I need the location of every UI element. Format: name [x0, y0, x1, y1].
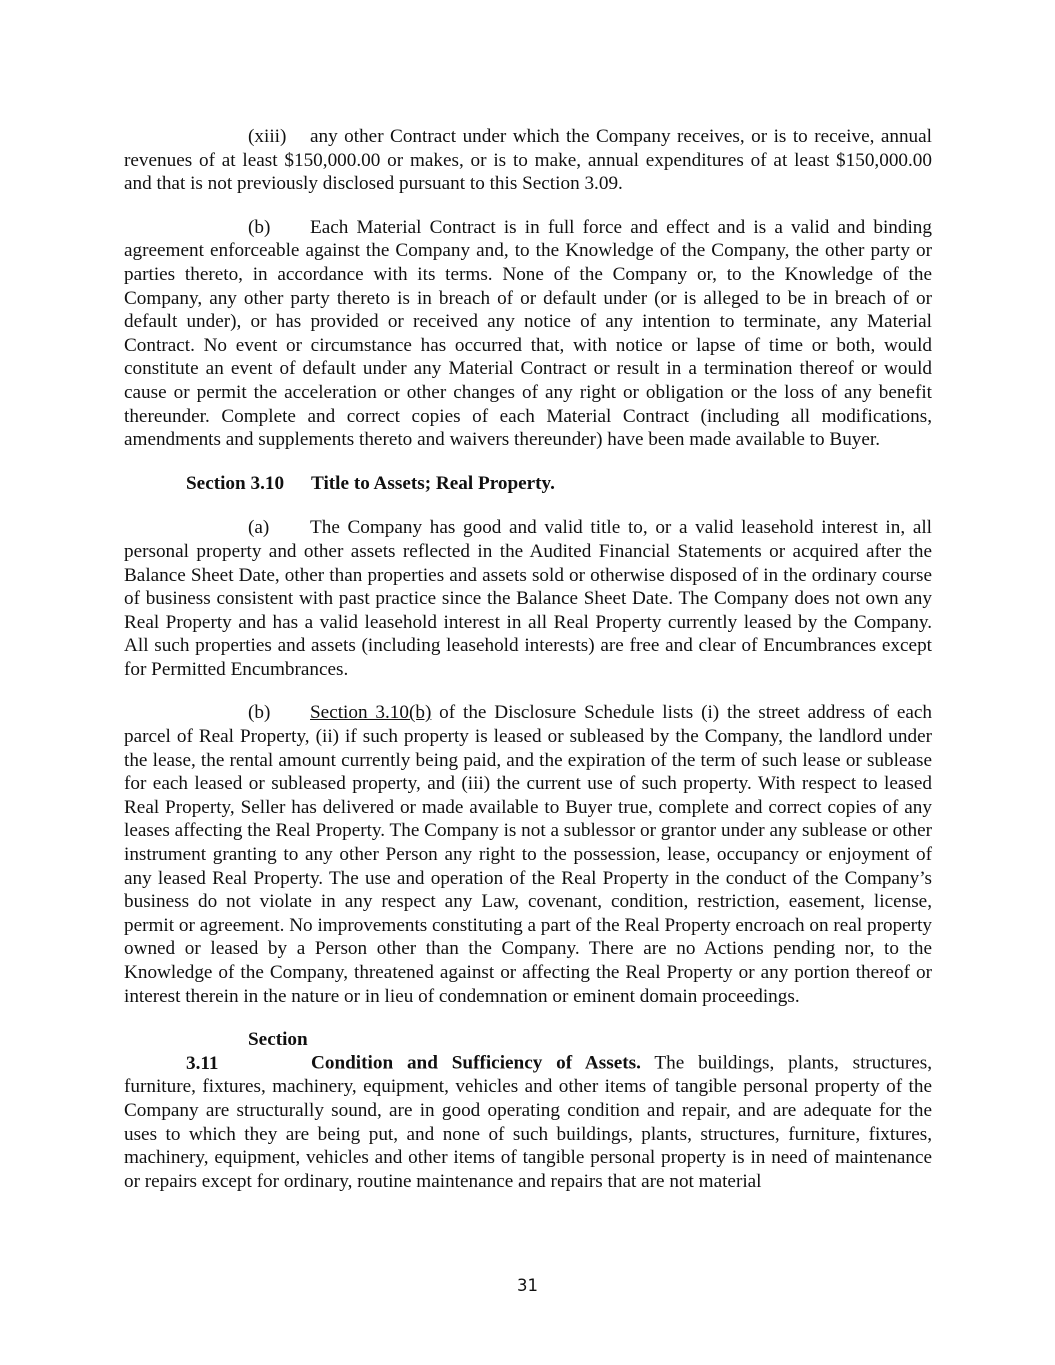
paragraph-b-real-property: [124, 701, 932, 1008]
paragraph-xiii: [124, 125, 932, 196]
clause-label-b-real-property: (b): [248, 702, 271, 724]
clause-label-a: (a): [248, 517, 270, 539]
section-3-10-title: Title to Assets; Real Property.: [311, 472, 555, 494]
paragraph-b-material-contracts: [124, 216, 932, 452]
paragraph-a-title-to-assets-text: The Company has good and valid title to, or a valid leasehold interest in, all personal property and other assets reflected in the Audited Financial Statements or acquired after the Balance Sheet Date, other than properties and assets sold or otherwise disposed of in the ordinary course of business consistent with past practice since the Balance Sheet Date. The Company does not own any Real Property and has a valid leasehold interest in all Real Property currently leased by the Company. All such properties and assets (including leasehold interests) are free and clear of Encumbrances except for Permitted Encumbrances.: [124, 517, 932, 680]
clause-label-b: (b): [248, 216, 271, 238]
section-3-11-title: Condition and Sufficiency of Assets.: [311, 1052, 641, 1074]
document-body: [124, 125, 932, 1213]
paragraph-xiii-text: any other Contract under which the Company receives, or is to receive, annual revenues of at least $150,000.00 or makes, or is to make, annual expenditures of at least $150,000.00 and that is not previously disclosed pursuant to this Section 3.09.: [124, 126, 932, 195]
section-3-11-text: The buildings, plants, structures, furniture, fixtures, machinery, equipment, vehicles and other items of tangible personal property of the Company are structurally sound, are in good operating condition and repair, and are adequate for the uses to which they are being put, and none of such buildings, plants, structures, furniture, fixtures, machinery, equipment, vehicles and other items of tangible personal property is in need of maintenance or repairs except for ordinary, routine maintenance and repairs that are not material: [124, 1052, 933, 1192]
clause-label-xiii: (xiii): [248, 126, 287, 147]
section-3-10b-reference: Section 3.10(b): [310, 702, 432, 724]
section-3-10-number: Section 3.10: [186, 472, 285, 494]
paragraph-b-material-contracts-text: Each Material Contract is in full force and effect and is a valid and binding agreement enforceable against the Company and, to the Knowledge of the Company, the other party or parties thereto, in accordance with its terms. None of the Company or, to the Knowledge of the Company, any other party thereto is in breach of or default under (or is alleged to be in breach of or default under), or has provided or received any notice of any intention to terminate, any Material Contract. No event or circumstance has occurred that, with notice or lapse of time or both, would constitute an event of default under any Material Contract or result in a termination thereof or would cause or permit the acceleration or other changes of any right or obligation or the loss of any benefit thereunder. Complete and correct copies of each Material Contract (including all modifications, amendments and supplements thereto and waivers thereunder) have been made available to Buyer.: [124, 216, 932, 451]
paragraph-b-real-property-text: of the Disclosure Schedule lists (i) the street address of each parcel of Real Property, (ii) if such property is leased or subleased by the Company, the landlord under the lease, the rental amount currently being paid, and the expiration of the term of such lease or sublease for each leased or subleased property, and (iii) the current use of such property. With respect to leased Real Property, Seller has delivered or made available to Buyer true, complete and correct copies of any leases affecting the Real Property. The Company is not a sublessor or grantor under any sublease or other instrument granting to any other Person any right to the possession, lease, occupancy or enjoyment of any leased Real Property. The use and operation of the Real Property in the conduct of the Company’s business do not violate in any respect any Law, covenant, condition, restriction, easement, license, permit or agreement. No improvements constituting a part of the Real Property encroach on real property owned or leased by a Person other than the Company. There are no Actions pending nor, to the Knowledge of the Company, threatened against or affecting the Real Property or any portion thereof or interest therein in the nature or in lieu of condemnation or eminent domain proceedings.: [124, 702, 932, 1007]
page-number: 31: [517, 1276, 538, 1295]
section-3-11-paragraph: [124, 1028, 932, 1193]
section-3-11-number: Section 3.11: [186, 1029, 308, 1074]
section-3-10-heading: [124, 472, 932, 496]
paragraph-a-title-to-assets: [124, 516, 932, 681]
